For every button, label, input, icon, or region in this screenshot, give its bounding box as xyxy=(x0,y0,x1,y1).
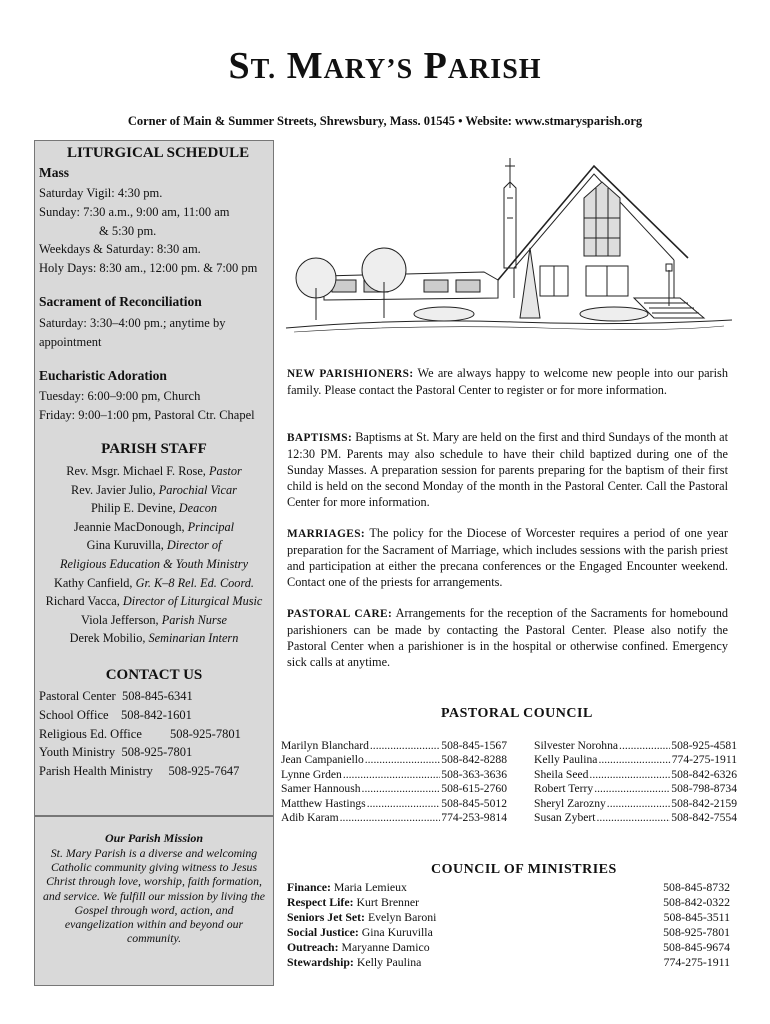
mass-time-line: Saturday Vigil: 4:30 pm. xyxy=(39,186,163,200)
staff-member: Religious Education & Youth Ministry xyxy=(59,556,249,571)
marriages-section: MARRIAGES: The policy for the Diocese of Worcester requires a period of one year preparation for the Sacrament of Marriage, which includes sessions with the parish priest and participation at either the precana conferences or the Engaged Encounter weekend. Contact one of the priests for arrangements. xyxy=(287,526,728,589)
contact-line: Pastoral Center 508-845-6341 xyxy=(39,689,193,703)
council-member: Adib Karam ..... 774-253-9814 xyxy=(281,811,507,825)
baptisms-section: BAPTISMS: Baptisms at St. Mary are held on the first and third Sundays of the month at 12:30 PM. Parents may also schedule to have their child baptized during one of the Sunday Masses. A preparation session for parents preparing for the baptism of their first child is held on the second Monday of the month in the Pastoral Center. Call the Pastoral Center for more information. xyxy=(287,430,728,509)
council-member: Susan Zybert ..... 508-842-7554 xyxy=(534,811,737,825)
parish-staff-heading: PARISH STAFF xyxy=(101,441,207,457)
mass-time-line: Weekdays & Saturday: 8:30 am. xyxy=(39,242,201,257)
staff-member: Rev. Javier Julio, Parochial Vicar xyxy=(71,482,237,497)
ministries-list xyxy=(287,880,730,970)
staff-member: Viola Jefferson, Parish Nurse xyxy=(81,612,227,627)
ministry-row: Respect Life: Kurt Brenner 508-842-0322 xyxy=(287,895,730,909)
council-member: Sheryl Zarozny ..... 508-842-2159 xyxy=(534,797,737,811)
pastoral-care-section: PASTORAL CARE: Arrangements for the reception of the Sacraments for homebound parishioners can be made by contacting the Pastoral Center. Please also notify the Pastoral Center when a parishioner is in the hospital or otherwise confined. Emergency sick calls at anytime. xyxy=(287,606,728,669)
council-member: Samer Hannoush ..... 508-615-2760 xyxy=(281,782,507,796)
title-initial: M xyxy=(286,45,324,87)
council-of-ministries-heading: COUNCIL OF MINISTRIES xyxy=(431,862,617,877)
title-part: T. xyxy=(250,54,277,85)
church-illustration xyxy=(284,148,734,334)
contact-line: Religious Ed. Office 508-925-7801 xyxy=(39,726,241,741)
ministry-row: Outreach: Maryanne Damico 508-845-9674 xyxy=(287,940,730,954)
ministry-row: Stewardship: Kelly Paulina 774-275-1911 xyxy=(287,955,730,969)
page-title xyxy=(0,44,770,88)
adoration-times xyxy=(39,387,255,425)
reconciliation-line: appointment xyxy=(39,334,102,349)
adoration-line: Friday: 9:00–1:00 pm, Pastoral Ctr. Chapel xyxy=(39,407,255,422)
contact-line: Parish Health Ministry 508-925-7647 xyxy=(39,764,240,779)
staff-member: Kathy Canfield, Gr. K–8 Rel. Ed. Coord. xyxy=(53,575,255,590)
address-line: Corner of Main & Summer Streets, Shrewsbury, Mass. 01545 • Website: www.stmarysparish.org xyxy=(127,114,643,128)
mass-time-line: Holy Days: 8:30 am., 12:00 pm. & 7:00 pm xyxy=(39,261,258,276)
evergreen-tree xyxy=(520,248,540,318)
church-window xyxy=(584,182,620,256)
title-part: ARISH xyxy=(447,54,542,85)
mass-times xyxy=(39,184,273,278)
reconciliation-line: Saturday: 3:30–4:00 pm.; anytime by xyxy=(39,316,226,330)
council-member: Marilyn Blanchard ..... 508-845-1567 xyxy=(281,739,507,753)
reconciliation-heading: Sacrament of Reconciliation xyxy=(39,294,202,309)
mission-text: St. Mary Parish is a diverse and welcoming Catholic community giving witness to Jesus Christ through love, worship, faith formation, and service. We fulfill our mission by living the Gospel through word, action, and evangelization within and beyond our community. xyxy=(42,846,266,946)
council-member: Sheila Seed ..... 508-842-6326 xyxy=(534,768,737,782)
contact-list xyxy=(39,687,271,781)
staff-member: Rev. Msgr. Michael F. Rose, Pastor xyxy=(66,464,242,478)
title-initial: S xyxy=(228,45,251,87)
staff-member: Philip E. Devine, Deacon xyxy=(90,501,218,516)
council-member: Jean Campaniello ..... 508-842-8288 xyxy=(281,753,507,767)
mass-heading: Mass xyxy=(39,165,69,180)
title-initial: P xyxy=(423,45,448,87)
contact-us-heading: CONTACT US xyxy=(105,667,203,683)
new-parishioners-section: NEW PARISHIONERS: We are always happy to welcome new people into our parish family. Please contact the Pastoral Center to register or for more information. xyxy=(287,366,728,397)
steeple xyxy=(504,182,516,268)
reconciliation-times xyxy=(39,314,225,352)
pastoral-council-left xyxy=(281,739,507,825)
staff-member: Richard Vacca, Director of Liturgical Music xyxy=(45,594,263,609)
council-member: Lynne Grden ..... 508-363-3636 xyxy=(281,768,507,782)
pastoral-council-right xyxy=(534,739,737,825)
ministry-row: Seniors Jet Set: Evelyn Baroni 508-845-3511 xyxy=(287,910,730,924)
ministry-row: Finance: Maria Lemieux 508-845-8732 xyxy=(287,880,730,894)
adoration-line: Tuesday: 6:00–9:00 pm, Church xyxy=(39,389,201,403)
staff-member: Jeannie MacDonough, Principal xyxy=(73,519,235,534)
mission-title: Our Parish Mission xyxy=(104,831,204,845)
contact-line: School Office 508-842-1601 xyxy=(39,707,192,722)
contact-line: Youth Ministry 508-925-7801 xyxy=(39,745,193,760)
council-member: Silvester Norohna ..... 508-925-4581 xyxy=(534,739,737,753)
title-part: ARY’S xyxy=(323,54,414,85)
council-member: Robert Terry ..... 508-798-8734 xyxy=(534,782,737,796)
pastoral-council-heading: PASTORAL COUNCIL xyxy=(441,706,593,721)
liturgical-schedule-heading: LITURGICAL SCHEDULE xyxy=(67,145,250,161)
staff-member: Gina Kuruvilla, Director of xyxy=(86,538,222,553)
sidebar xyxy=(34,140,274,816)
council-member: Kelly Paulina ..... 774-275-1911 xyxy=(534,753,737,767)
adoration-heading: Eucharistic Adoration xyxy=(39,368,167,383)
mission-box xyxy=(34,816,274,986)
mass-time-line: Sunday: 7:30 a.m., 9:00 am, 11:00 am xyxy=(39,204,230,219)
staff-member: Derek Mobilio, Seminarian Intern xyxy=(69,631,239,646)
staff-list xyxy=(35,462,273,648)
ministry-row: Social Justice: Gina Kuruvilla 508-925-7801 xyxy=(287,925,730,939)
council-member: Matthew Hastings ..... 508-845-5012 xyxy=(281,797,507,811)
mass-time-line: & 5:30 pm. xyxy=(99,223,157,238)
